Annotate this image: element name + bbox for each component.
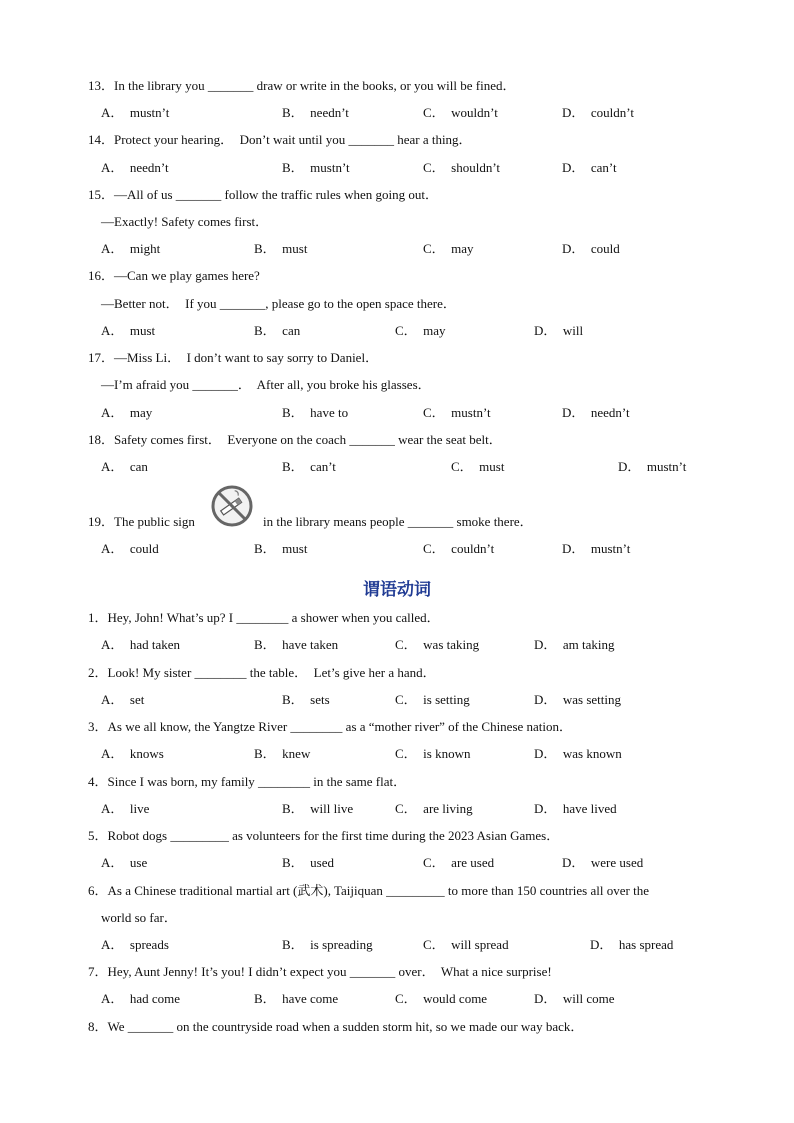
option-a[interactable]: A． had taken	[101, 637, 181, 652]
option-c[interactable]: C． wouldn’t	[423, 105, 498, 120]
option-c[interactable]: C． mustn’t	[423, 405, 491, 420]
option-a[interactable]: A． set	[101, 692, 145, 707]
option-a[interactable]: A． mustn’t	[101, 105, 170, 120]
options-13	[0, 105, 794, 121]
question-15: 15．—All of us _______ follow the traffic rules when going out．	[88, 187, 438, 202]
option-c[interactable]: C． couldn’t	[423, 541, 495, 556]
option-c[interactable]: C． is setting	[395, 692, 470, 707]
option-d[interactable]: D． mustn’t	[618, 459, 687, 474]
option-d[interactable]: D． was setting	[534, 692, 622, 707]
options-16	[0, 323, 794, 339]
options-14	[0, 160, 794, 176]
option-c[interactable]: C． may	[423, 241, 474, 256]
question-14: 14．Protect your hearing． Don’t wait until you _______ hear a thing．	[88, 132, 472, 147]
question-19: 19．The public sign	[88, 514, 195, 529]
option-c[interactable]: C． will spread	[423, 937, 509, 952]
option-c[interactable]: C． are living	[395, 801, 473, 816]
option-a[interactable]: A． might	[101, 241, 161, 256]
option-a[interactable]: A． spreads	[101, 937, 169, 952]
option-a[interactable]: A． use	[101, 855, 148, 870]
options-7	[0, 991, 794, 1007]
option-c[interactable]: C． are used	[423, 855, 495, 870]
options-18	[0, 459, 794, 475]
option-a[interactable]: A． may	[101, 405, 153, 420]
options-2	[0, 692, 794, 708]
option-d[interactable]: D． has spread	[590, 937, 674, 952]
question-16: 16．—Can we play games here?	[88, 268, 260, 283]
option-d[interactable]: D． needn’t	[562, 405, 630, 420]
question-13: 13．In the library you _______ draw or write in the books, or you will be fined．	[88, 78, 516, 93]
question-18: 18．Safety comes first． Everyone on the coach _______ wear the seat belt．	[88, 432, 502, 447]
option-b[interactable]: B． is spreading	[282, 937, 373, 952]
option-d[interactable]: D． have lived	[534, 801, 617, 816]
options-15	[0, 241, 794, 257]
question-19-cont: in the library means people _______ smoke there．	[263, 514, 533, 529]
options-19	[0, 541, 794, 557]
question-7: 7．Hey, Aunt Jenny! It’s you! I didn’t expect you _______ over． What a nice surprise!	[88, 964, 552, 979]
option-d[interactable]: D． mustn’t	[562, 541, 631, 556]
option-c[interactable]: C． shouldn’t	[423, 160, 501, 175]
option-d[interactable]: D． can’t	[562, 160, 617, 175]
question-16-reply: —Better not． If you _______, please go to the open space there．	[101, 296, 456, 311]
option-a[interactable]: A． must	[101, 323, 156, 338]
option-d[interactable]: D． were used	[562, 855, 644, 870]
option-a[interactable]: A． needn’t	[101, 160, 169, 175]
question-2: 2．Look! My sister ________ the table． Let’s give her a hand．	[88, 665, 436, 680]
no-smoking-sign-icon	[211, 485, 253, 527]
options-17	[0, 405, 794, 421]
option-c[interactable]: C． may	[395, 323, 446, 338]
option-b[interactable]: B． used	[282, 855, 335, 870]
options-6	[0, 937, 794, 953]
options-4	[0, 801, 794, 817]
option-c[interactable]: C． was taking	[395, 637, 480, 652]
option-b[interactable]: B． must	[254, 541, 308, 556]
options-5	[0, 855, 794, 871]
option-b[interactable]: B． will live	[282, 801, 354, 816]
option-c[interactable]: C． would come	[395, 991, 488, 1006]
option-b[interactable]: B． sets	[282, 692, 330, 707]
section-title: 谓语动词	[363, 580, 431, 600]
option-b[interactable]: B． mustn’t	[282, 160, 350, 175]
option-a[interactable]: A． had come	[101, 991, 181, 1006]
options-3	[0, 746, 794, 762]
option-a[interactable]: A． knows	[101, 746, 164, 761]
option-c[interactable]: C． must	[451, 459, 505, 474]
question-6: 6．As a Chinese traditional martial art (武术), Taijiquan _________ to more than 150 countries all over the	[88, 883, 649, 898]
option-c[interactable]: C． is known	[395, 746, 471, 761]
option-b[interactable]: B． have taken	[254, 637, 339, 652]
options-1	[0, 637, 794, 653]
option-d[interactable]: D． will come	[534, 991, 615, 1006]
question-15-reply: —Exactly! Safety comes first．	[101, 214, 269, 229]
question-3: 3．As we all know, the Yangtze River ________ as a “mother river” of the Chinese nation．	[88, 719, 573, 734]
option-d[interactable]: D． will	[534, 323, 584, 338]
question-1: 1．Hey, John! What’s up? I ________ a shower when you called．	[88, 610, 440, 625]
question-17-reply: —I’m afraid you _______． After all, you broke his glasses．	[101, 377, 431, 392]
option-b[interactable]: B． must	[254, 241, 308, 256]
option-b[interactable]: B． can	[254, 323, 301, 338]
option-d[interactable]: D． am taking	[534, 637, 615, 652]
option-b[interactable]: B． needn’t	[282, 105, 349, 120]
question-8: 8．We _______ on the countryside road when a sudden storm hit, so we made our way back．	[88, 1019, 584, 1034]
option-b[interactable]: B． can’t	[282, 459, 336, 474]
option-d[interactable]: D． could	[562, 241, 620, 256]
question-5: 5．Robot dogs _________ as volunteers for the first time during the 2023 Asian Games．	[88, 828, 560, 843]
option-a[interactable]: A． can	[101, 459, 148, 474]
option-d[interactable]: D． couldn’t	[562, 105, 634, 120]
option-d[interactable]: D． was known	[534, 746, 622, 761]
question-4: 4．Since I was born, my family ________ in the same flat．	[88, 774, 407, 789]
question-6-cont: world so far．	[101, 910, 177, 925]
option-b[interactable]: B． have come	[254, 991, 339, 1006]
option-a[interactable]: A． could	[101, 541, 159, 556]
option-b[interactable]: B． knew	[254, 746, 311, 761]
question-17: 17．—Miss Li． I don’t want to say sorry to Daniel．	[88, 350, 379, 365]
option-b[interactable]: B． have to	[282, 405, 349, 420]
option-a[interactable]: A． live	[101, 801, 150, 816]
